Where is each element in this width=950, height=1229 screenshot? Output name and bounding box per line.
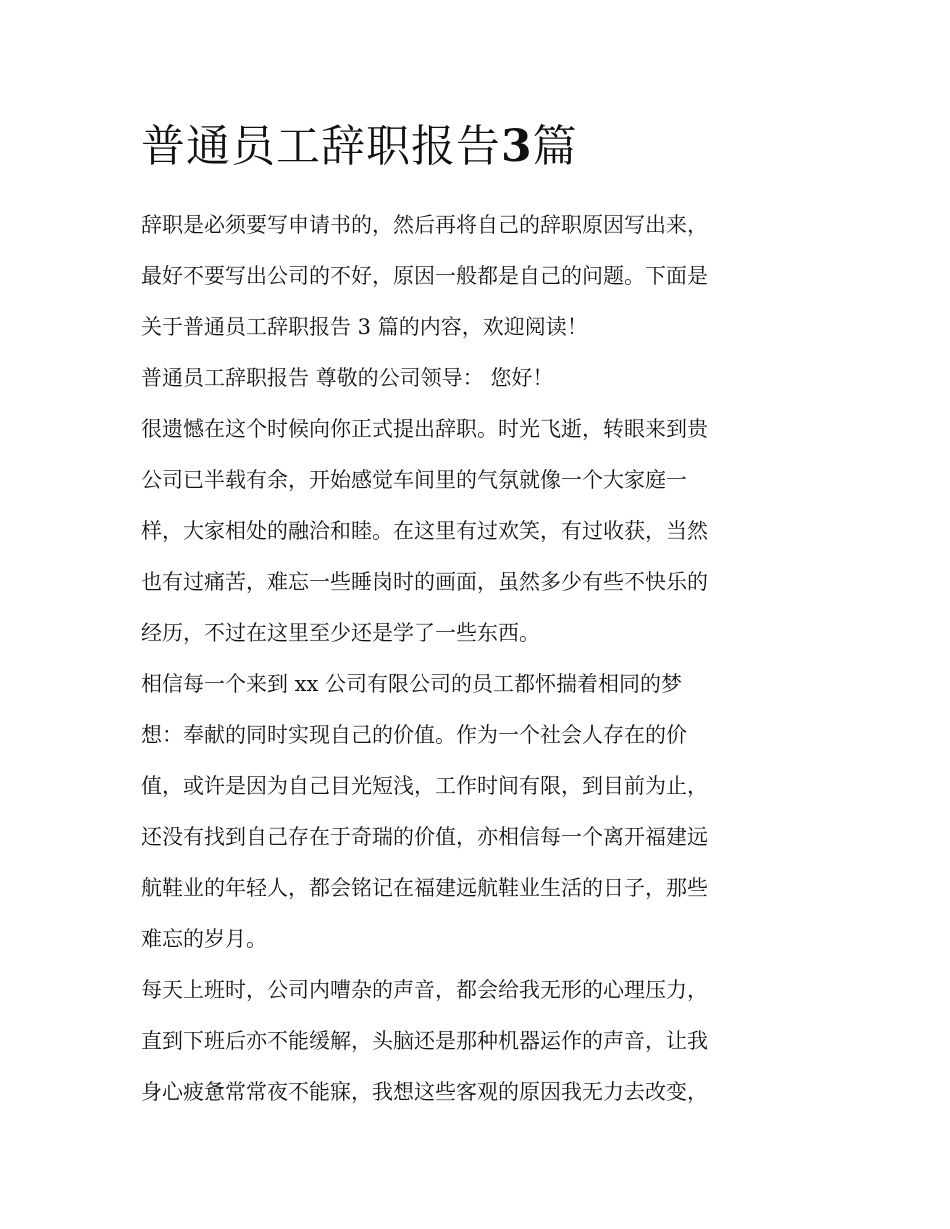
title-suffix: 篇 <box>532 121 578 172</box>
paragraph-body-2 <box>141 659 813 965</box>
text-line: 公司已半载有余，开始感觉车间里的气氛就像一个大家庭一 <box>141 468 687 492</box>
document-body <box>141 118 813 1118</box>
text-line: 身心疲惫常常夜不能寐，我想这些客观的原因我无力去改变， <box>141 1080 708 1104</box>
text-line: 关于普通员工辞职报告 3 篇的内容，欢迎阅读！ <box>141 315 588 339</box>
paragraph-body-1 <box>141 404 813 659</box>
text-line: 相信每一个来到 xx 公司有限公司的员工都怀揣着相同的梦 <box>141 672 683 696</box>
text-line: 普通员工辞职报告 尊敬的公司领导： 您好！ <box>141 366 554 390</box>
text-line: 难忘的岁月。 <box>141 927 267 951</box>
text-line: 也有过痛苦，难忘一些睡岗时的画面，虽然多少有些不快乐的 <box>141 570 708 594</box>
text-line: 直到下班后亦不能缓解，头脑还是那种机器运作的声音，让我 <box>141 1029 708 1053</box>
text-line: 还没有找到自己存在于奇瑞的价值，亦相信每一个离开福建远 <box>141 825 708 849</box>
text-line: 辞职是必须要写申请书的，然后再将自己的辞职原因写出来， <box>141 213 708 237</box>
text-line: 值，或许是因为自己目光短浅，工作时间有限，到目前为止， <box>141 774 708 798</box>
paragraph-salutation <box>141 353 813 404</box>
text-line: 航鞋业的年轻人，都会铭记在福建远航鞋业生活的日子，那些 <box>141 876 708 900</box>
text-line: 想：奉献的同时实现自己的价值。作为一个社会人存在的价 <box>141 723 687 747</box>
title-number: 3 <box>501 121 533 172</box>
text-line: 经历，不过在这里至少还是学了一些东西。 <box>141 621 540 645</box>
document-title <box>141 118 813 176</box>
text-line: 很遗憾在这个时候向你正式提出辞职。时光飞逝，转眼来到贵 <box>141 417 708 441</box>
text-line: 最好不要写出公司的不好，原因一般都是自己的问题。下面是 <box>141 264 708 288</box>
text-line: 样，大家相处的融洽和睦。在这里有过欢笑，有过收获，当然 <box>141 519 708 543</box>
paragraph-body-3 <box>141 965 813 1118</box>
text-line: 每天上班时，公司内嘈杂的声音，都会给我无形的心理压力， <box>141 978 708 1002</box>
paragraph-intro <box>141 200 813 353</box>
title-text: 普通员工辞职报告 <box>141 121 501 172</box>
